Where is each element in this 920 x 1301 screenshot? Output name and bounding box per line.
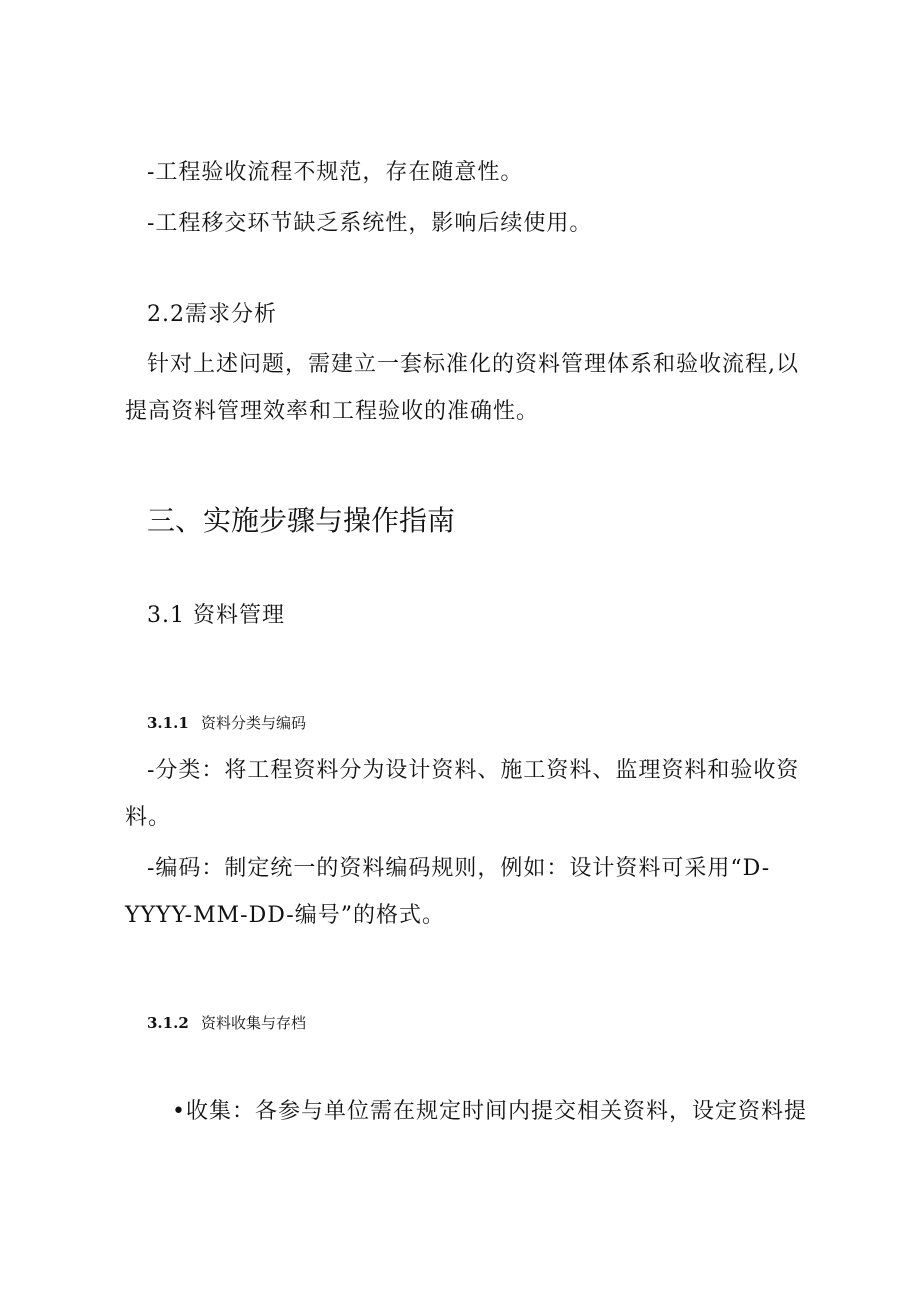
list-item-acceptance-process: -工程验收流程不规范，存在随意性。 [147, 160, 524, 185]
paragraph-line: 针对上述问题，需建立一套标准化的资料管理体系和验收流程,以 [147, 352, 799, 377]
list-item-handover-process: -工程移交环节缺乏系统性，影响后续使用。 [147, 211, 593, 236]
list-item-classification-cont: 料。 [125, 805, 172, 830]
subsection-heading-3-1-2 [147, 1013, 306, 1033]
list-item-coding-cont: YYYY-MM-DD-编号”的格式。 [125, 903, 445, 928]
paragraph-line: 提高资料管理效率和工程验收的准确性。 [125, 399, 540, 424]
section-heading-2-2: 2.2需求分析 [147, 302, 277, 327]
subsection-number: 3.1.2 [147, 1014, 189, 1032]
list-item-coding: -编码：制定统一的资料编码规则，例如：设计资料可采用“D- [147, 856, 771, 881]
list-item-classification: -分类：将工程资料分为设计资料、施工资料、监理资料和验收资 [147, 758, 800, 783]
subsection-heading-3-1-1 [147, 713, 306, 733]
subsection-title: 资料分类与编码 [201, 714, 307, 732]
section-heading-3-1: 3.1 资料管理 [147, 603, 285, 628]
subsection-number: 3.1.1 [147, 714, 189, 732]
bullet-item-collection: •收集：各参与单位需在规定时间内提交相关资料，设定资料提 [172, 1099, 807, 1124]
subsection-title: 资料收集与存档 [201, 1014, 307, 1032]
chapter-heading-three: 三、实施步骤与操作指南 [147, 504, 456, 537]
